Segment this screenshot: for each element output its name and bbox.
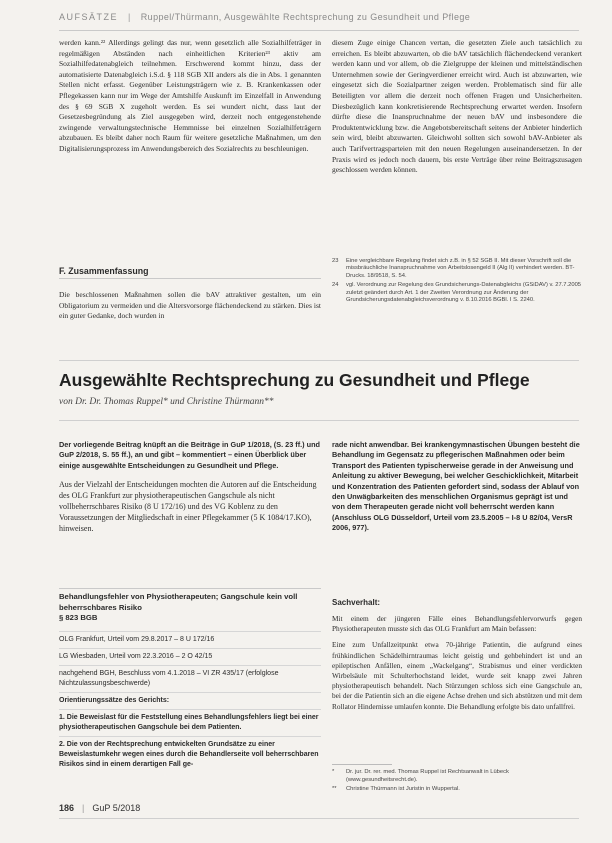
footnotes <box>332 258 582 306</box>
intro-column <box>59 440 321 534</box>
article-authors: von Dr. Dr. Thomas Ruppel* und Christine Thürmann** <box>59 397 274 407</box>
section-heading-f: F. Zusammenfassung <box>59 266 149 276</box>
footnote-number: 24 <box>332 282 339 289</box>
author-notes-rule <box>332 764 392 765</box>
footer-separator: | <box>82 803 85 813</box>
footnote <box>332 282 582 304</box>
author-note-text: Christine Thürmann ist Juristin in Wuppertal. <box>346 786 460 793</box>
case-divider <box>59 665 321 666</box>
case-divider <box>59 692 321 693</box>
intro-lead: Der vorliegende Beitrag knüpft an die Beiträge in GuP 1/2018, (S. 23 ff.) und GuP 2/2018, S. 55 ff.), an und gibt – kommentiert – einen Überblick über einige ausgewählte Entscheidungen zu Gesundheit und Pflege. <box>59 440 320 470</box>
footer-rule <box>59 818 579 819</box>
author-note-mark: ** <box>332 786 337 793</box>
section-heading-rule <box>59 278 321 279</box>
case-divider <box>59 631 321 632</box>
footnote-text: vgl. Verordnung zur Regelung des Grundsicherungs-Datenabgleichs (GSiDAV) v. 27.7.2005 zuletzt geändert durch Art. 1 der Zweiten Verordnung zur Änderung der Grundsicherungsdatenabgleichsverordnung v. 8.10.2016 BGBl. I S. 2240. <box>346 282 582 304</box>
orientation-sentence-1: 1. Die Beweislast für die Feststellung eines Behandlungsfehlers liegt bei einer physiotherapeutischen Gangschule bei dem Patienten. <box>59 714 319 731</box>
case-citation: OLG Frankfurt, Urteil vom 29.8.2017 – 8 U 172/16 <box>59 636 215 643</box>
top-left-paragraph: werden kann.²² Allerdings gelingt das nur, wenn gesetzlich alle Sozialhilfeträger in regelmäßigen Abständen nach einheitlichen Kriterien²³ aktiv am Sozialhilfedatenabgleich teilnehmen. Erschwerend kommt hinzu, dass der automatisierte Datenabgleich i.S.d. § 118 SGB XII anders als die in Abs. 1 genannten Stellen nicht erfasst. Gegenüber Leistungsträgern wie z. B. Krankenkassen oder Pflegekassen kann nur im Wege der Amtshilfe Auskunft im Einzelfall in Anwendung des § 69 SGB X zugeholt werden. Es sei wundert nicht, dass laut der Gesetzesbegründung als Ziel ausgegeben wird, derzeit noch entgegenstehende zwingende verwaltungstechnische Hemmnisse bei einzelnen Sozialhilfeträgern abzubauen. Es bleibt daher noch Raum für weitere gesetzliche Maßnahmen, um den Digitalisierungsprozess im Anwendungsbereich des Sozialrechts zu beschleunigen. <box>59 38 321 153</box>
summary-paragraph: Die beschlossenen Maßnahmen sollen die bAV attraktiver gestalten, um ein Obligatorium zu vermeiden und die Altersvorsorge flächendeckend zu stärken. Dies ist ein guter Gedanke, doch wurden in <box>59 290 321 321</box>
header-section: AUFSÄTZE <box>59 12 119 22</box>
case-divider <box>59 648 321 649</box>
issue-label: GuP 5/2018 <box>92 803 141 813</box>
case-body <box>59 628 321 770</box>
running-header <box>59 12 579 30</box>
case-heading-title: Behandlungsfehler von Physiotherapeuten; Gangschule kein voll beherrschbares Risiko <box>59 592 298 612</box>
case-citation: nachgehend BGH, Beschluss vom 4.1.2018 – VI ZR 435/17 (erfolglose Nichtzulassungsbeschwerde) <box>59 670 279 687</box>
case-divider <box>59 736 321 737</box>
author-note <box>332 786 582 794</box>
article-top-rule <box>59 360 579 361</box>
top-right-paragraph: diesem Zuge einige Chancen vertan, die gesetzten Ziele auch tatsächlich zu erreichen. Es bleibt abzuwarten, ob die bAV tatsächlich flächendeckend verankert werden kann und vor allem, ob die Zielgruppe der kleinen und mittelständischen Unternehmen sowie der Geringverdiener erreicht wird. Auch ist abzuwarten, wie eingesetzt sich die Sozialpartner zeigen werden. Problematisch sind für alle Beteiligten vor allem die derzeit noch offenen Fragen und Unsicherheiten. Diesbezüglich kann konkretisierende Rechtsprechung erwartet werden. Insofern dürfte diese die Inanspruchnahme der neuen bAV und insbesondere die Produktentwicklung bzw. die Angebotsbereitschaft seitens der Anbieter hinderlich sein wird, bleibt abzuwarten. Gleichwohl sollten sich sowohl bAV-Anbieter als auch Tarifvertragsparteien mit den neuen Regelungen auseinandersetzen. In der Praxis wird es jedoch noch dauern, bis erste Verträge über reine Beitragszusagen geschlossen werden können. <box>332 38 582 175</box>
author-note-mark: * <box>332 769 335 775</box>
top-right-column <box>332 38 582 176</box>
orientation-heading: Orientierungssätze des Gerichts: <box>59 697 170 704</box>
header-rule <box>59 30 579 31</box>
page-number: 186 <box>59 803 75 813</box>
case-heading <box>59 592 321 624</box>
article-title: Ausgewählte Rechtsprechung zu Gesundheit und Pflege <box>59 370 530 390</box>
author-notes <box>332 769 582 796</box>
footnote <box>332 258 582 280</box>
footnote-text: Eine vergleichbare Regelung findet sich z.B. in § 52 SGB II. Mit dieser Vorschrift soll die missbräuchliche Inanspruchnahme von Arbeitslosengeld II (Alg II) verhindert werden. BT-Drucks. 18/9518, S. 54. <box>346 258 575 279</box>
sachverhalt-column <box>332 614 582 712</box>
top-left-column <box>59 38 321 155</box>
page-footer <box>59 803 579 813</box>
sachverhalt-paragraph-2: Eine zum Unfallzeitpunkt etwa 70-jährige Patientin, die aufgrund eines frühkindlichen Schädelhirntraumas leicht geistig und gehbehindert ist und an epileptischen Anfällen, einem „Wackelgang“, Strabismus und einer verdickten Wirbelsäule mit Schulterhochstand leidet, wurde seit knapp zwei Jahren physiotherapeutisch behandelt. Nach Stürzungen schloss sich eine Gangschule an, bei der die Patientin sich an die eigene Achse drehen und sich abstützen und mit dem Rollator Hindernisse umlaufen konnte. Die Behandlung erfolgte bis dato unfallfrei. <box>332 640 582 711</box>
author-note <box>332 769 582 784</box>
footnote-number: 23 <box>332 258 339 264</box>
author-note-text: Dr. jur. Dr. rer. med. Thomas Ruppel ist Rechtsanwalt in Lübeck (www.gesundheitsrecht.de). <box>346 769 509 783</box>
case-divider <box>59 709 321 710</box>
sachverhalt-heading: Sachverhalt: <box>332 598 381 607</box>
right-intro-column <box>332 440 582 534</box>
case-box-rule <box>59 588 321 589</box>
orientation-sentence-2: 2. Die von der Rechtsprechung entwickelten Grundsätze zu einer Beweislastumkehr wegen eines durch die Behandlerseite voll beherrschbaren Risikos sind in einem derartigen Fall ge- <box>59 741 319 768</box>
sachverhalt-paragraph-1: Mit einem der jüngeren Fälle eines Behandlungsfehlervorwurfs gegen Physiotherapeuten musste sich das OLG Frankfurt am Main befassen: <box>332 614 582 634</box>
article-authors-rule <box>59 420 579 421</box>
header-separator: | <box>128 12 131 22</box>
header-running-title: Ruppel/Thürmann, Ausgewählte Rechtsprechung zu Gesundheit und Pflege <box>140 12 471 22</box>
summary-column <box>59 290 321 322</box>
case-heading-paragraph: § 823 BGB <box>59 613 98 622</box>
case-citation: LG Wiesbaden, Urteil vom 22.3.2016 – 2 O 42/15 <box>59 653 213 660</box>
intro-paragraph: Aus der Vielzahl der Entscheidungen mochten die Autoren auf die Entscheidung des OLG Frankfurt zur physiotherapeutischen Gangschule als nicht vollbeherrschbares Risiko (8 U 172/16) und des VG Koblenz zu den Voraussetzungen der Mitgliedschaft in einer Pflegekammer (5 K 1084/17.KO), hinweisen. <box>59 480 317 534</box>
right-intro-paragraph: rade nicht anwendbar. Bei krankengymnastischen Übungen besteht die Behandlung im Gegensatz zu pflegerischen Maßnahmen oder beim Transport des Patienten typischerweise gerade in der Anweisung und Anleitung zu aktiver Bewegung, bei welcher Geschicklichkeit, Mitarbeit und Konzentration des Patienten gefordert sind, sodass der Ablauf von den Unwägbarkeiten des menschlichen Organismus geprägt ist und von dem Therapeuten gerade nicht voll beherrscht werden kann (Anschluss OLG Düsseldorf, Urteil vom 23.5.2005 – I-8 U 82/04, VersR 2006, 977). <box>332 440 580 533</box>
